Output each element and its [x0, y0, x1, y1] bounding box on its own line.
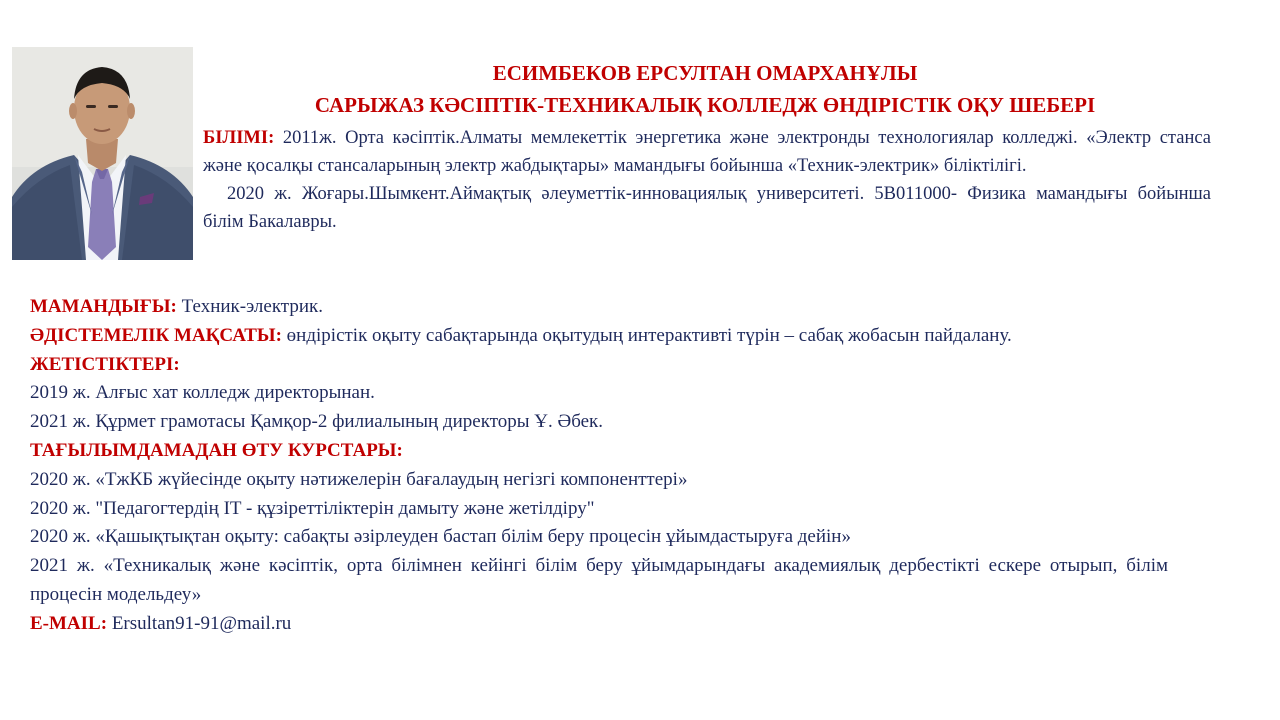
method-goal-value: өндірістік оқыту сабақтарында оқытудың интерактивті түрін – сабақ жобасын пайдалану.: [286, 324, 1012, 346]
achievements-label: ЖЕТІСТІКТЕРІ:: [30, 353, 180, 375]
specialty-label: МАМАНДЫҒЫ:: [30, 296, 177, 317]
education-paragraph-1: [203, 124, 1211, 180]
course-item: 2021 ж. «Техникалық және кәсіптік, орта білімнен кейінгі білім беру ұйымдарындағы академиялық дербестікті ескере отырып, білім процесін модельдеу»: [30, 555, 1168, 605]
profile-body: [30, 293, 1168, 639]
courses-label: ТАҒЫЛЫМДАМАДАН ӨТУ КУРСТАРЫ:: [30, 439, 403, 461]
method-goal-line: [30, 322, 1168, 351]
specialty-line: [30, 293, 1168, 322]
education-text-2: 2020 ж. Жоғары.Шымкент.Аймақтық әлеуметтік-инновациялық университеті. 5В011000- Физика мамандығы бойынша білім Бакалавры.: [203, 184, 1211, 232]
course-item: 2020 ж. «Қашықтықтан оқыту: сабақты әзірлеуден бастап білім беру процесін ұйымдастыруға дейін»: [30, 526, 851, 548]
achievement-item: 2019 ж. Алғыс хат колледж директорынан.: [30, 382, 375, 404]
email-value[interactable]: Ersultan91-91@mail.ru: [111, 612, 292, 634]
email-line: [30, 610, 1168, 639]
education-paragraph-2: [203, 180, 1211, 236]
education-label: БІЛІМІ:: [203, 128, 275, 148]
achievement-item: 2021 ж. Құрмет грамотасы Қамқор-2 филиалының директоры Ұ. Әбек.: [30, 411, 604, 433]
portrait-icon: [12, 47, 193, 260]
portrait-photo: [12, 47, 193, 260]
education-section: [203, 124, 1211, 236]
person-name: ЕСИМБЕКОВ ЕРСУЛТАН ОМАРХАНҰЛЫ: [492, 61, 918, 85]
email-label: E-MAIL:: [30, 612, 108, 634]
education-text-1: 2011ж. Орта кәсіптік.Алматы мемлекеттік энергетика және электронды технологиялар колледжі. «Электр станса және қосалқы стансаларының электр жабдықтары» мамандығы бойынша «Техник-электрик» біліктілігі.: [203, 128, 1212, 176]
course-item: 2020 ж. "Педагогтердің IT - құзіреттіліктерін дамыту және жетілдіру": [30, 497, 595, 519]
specialty-value: Техник-электрик.: [181, 296, 323, 317]
person-position: САРЫЖАЗ КӘСІПТІК-ТЕХНИКАЛЫҚ КОЛЛЕДЖ ӨНДІРІСТІК ОҚУ ШЕБЕРІ: [314, 93, 1096, 117]
course-item: 2020 ж. «ТжКБ жүйесінде оқыту нәтижелерін бағалаудың негізгі компоненттері»: [30, 468, 688, 490]
method-goal-label: ӘДІСТЕМЕЛІК МАҚСАТЫ:: [30, 324, 282, 346]
